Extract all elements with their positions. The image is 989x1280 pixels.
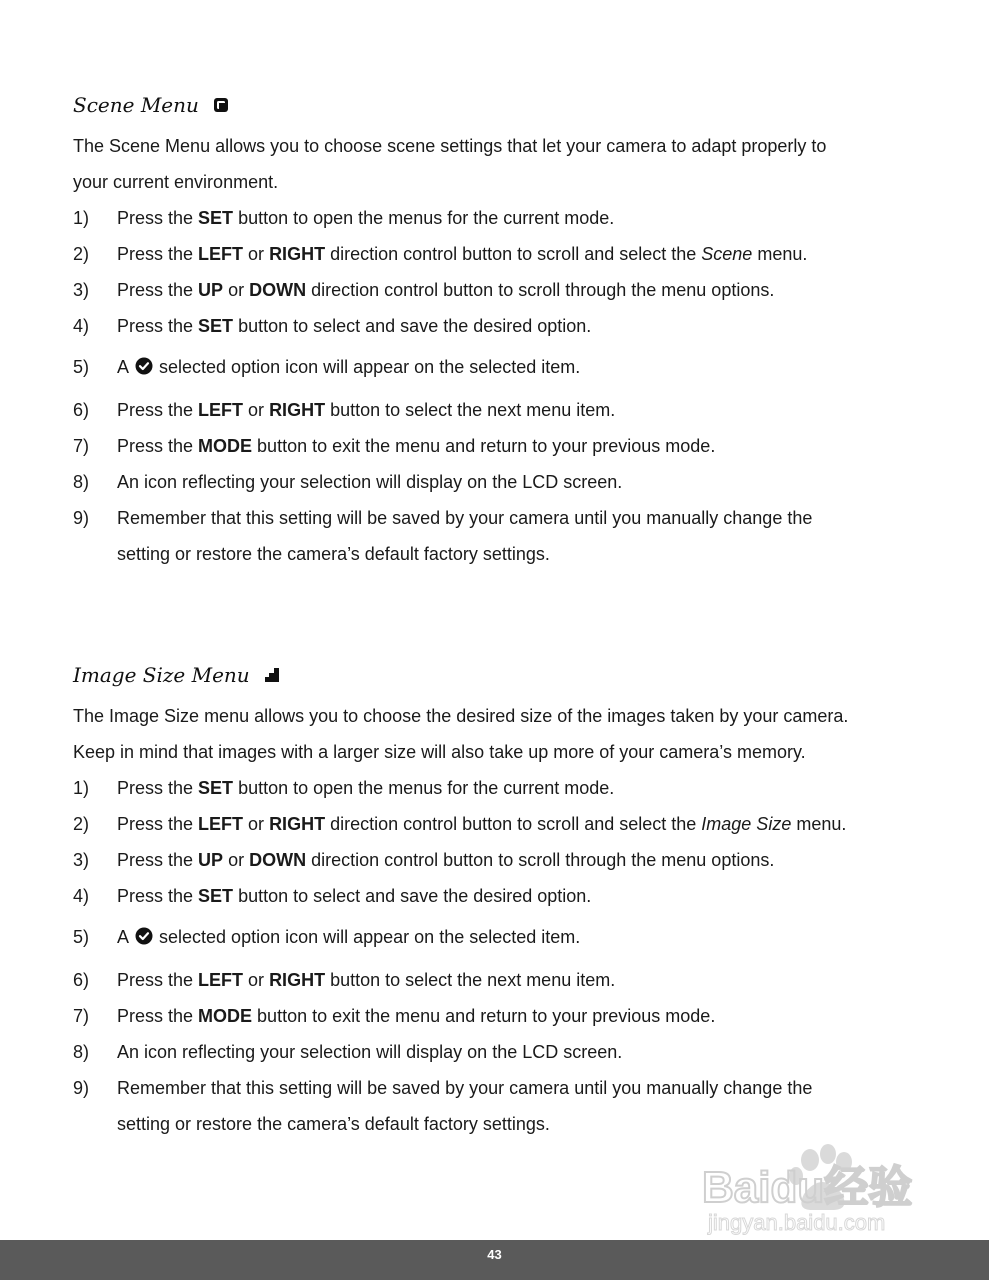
check-circle-icon: [135, 916, 153, 962]
image-size-icon: [264, 667, 280, 683]
intro-line: your current environment.: [73, 172, 279, 192]
check-circle-icon: [135, 346, 153, 392]
list-item: 4) Press the SET button to select and save the desired option.: [73, 886, 592, 906]
scene-menu-section: [73, 88, 933, 572]
list-item: 7) Press the MODE button to exit the menu and return to your previous mode.: [73, 1006, 716, 1026]
scene-menu-intro: [73, 128, 933, 200]
scene-steps-list: [73, 200, 933, 572]
image-size-menu-intro: [73, 698, 933, 770]
list-item: 7) Press the MODE button to exit the menu and return to your previous mode.: [73, 436, 716, 456]
list-item: 6) Press the LEFT or RIGHT button to select the next menu item.: [73, 400, 616, 420]
list-item: 5) A selected option icon will appear on the selected item.: [73, 914, 933, 962]
list-item: 3) Press the UP or DOWN direction control button to scroll through the menu options.: [73, 280, 775, 300]
scene-menu-title: Scene Menu: [73, 93, 199, 117]
list-item: 3) Press the UP or DOWN direction control button to scroll through the menu options.: [73, 850, 775, 870]
intro-line: The Image Size menu allows you to choose the desired size of the images taken by your camera.: [73, 706, 849, 726]
page-number: 43: [487, 1247, 502, 1262]
image-size-menu-title: Image Size Menu: [73, 663, 250, 687]
image-size-steps-list: [73, 770, 933, 1142]
list-item: 2) Press the LEFT or RIGHT direction control button to scroll and select the Image Size menu.: [73, 814, 847, 834]
watermark-url: jingyan.baidu.com: [708, 1210, 886, 1235]
image-size-menu-section: [73, 658, 933, 1142]
baidu-watermark: [700, 1132, 940, 1238]
scene-mode-icon: [213, 97, 229, 113]
intro-line: Keep in mind that images with a larger size will also take up more of your camera’s memory.: [73, 742, 806, 762]
list-item: 8) An icon reflecting your selection will display on the LCD screen.: [73, 1042, 623, 1062]
scene-menu-heading: [73, 88, 933, 122]
list-item: 9) Remember that this setting will be saved by your camera until you manually change the setting or restore the camera’s default factory settings.: [73, 508, 813, 564]
list-item: 8) An icon reflecting your selection will display on the LCD screen.: [73, 472, 623, 492]
list-item: 1) Press the SET button to open the menus for the current mode.: [73, 778, 615, 798]
intro-line: The Scene Menu allows you to choose scene settings that let your camera to adapt properly to: [73, 136, 827, 156]
page-footer: [0, 1240, 989, 1280]
list-item: 1) Press the SET button to open the menus for the current mode.: [73, 208, 615, 228]
list-item: 6) Press the LEFT or RIGHT button to select the next menu item.: [73, 970, 616, 990]
list-item: 5) A selected option icon will appear on the selected item.: [73, 344, 933, 392]
image-size-menu-heading: [73, 658, 933, 692]
watermark-brand: Baidu经验: [702, 1163, 913, 1212]
list-item: 9) Remember that this setting will be saved by your camera until you manually change the setting or restore the camera’s default factory settings.: [73, 1078, 813, 1134]
list-item: 2) Press the LEFT or RIGHT direction control button to scroll and select the Scene menu.: [73, 244, 808, 264]
list-item: 4) Press the SET button to select and save the desired option.: [73, 316, 592, 336]
